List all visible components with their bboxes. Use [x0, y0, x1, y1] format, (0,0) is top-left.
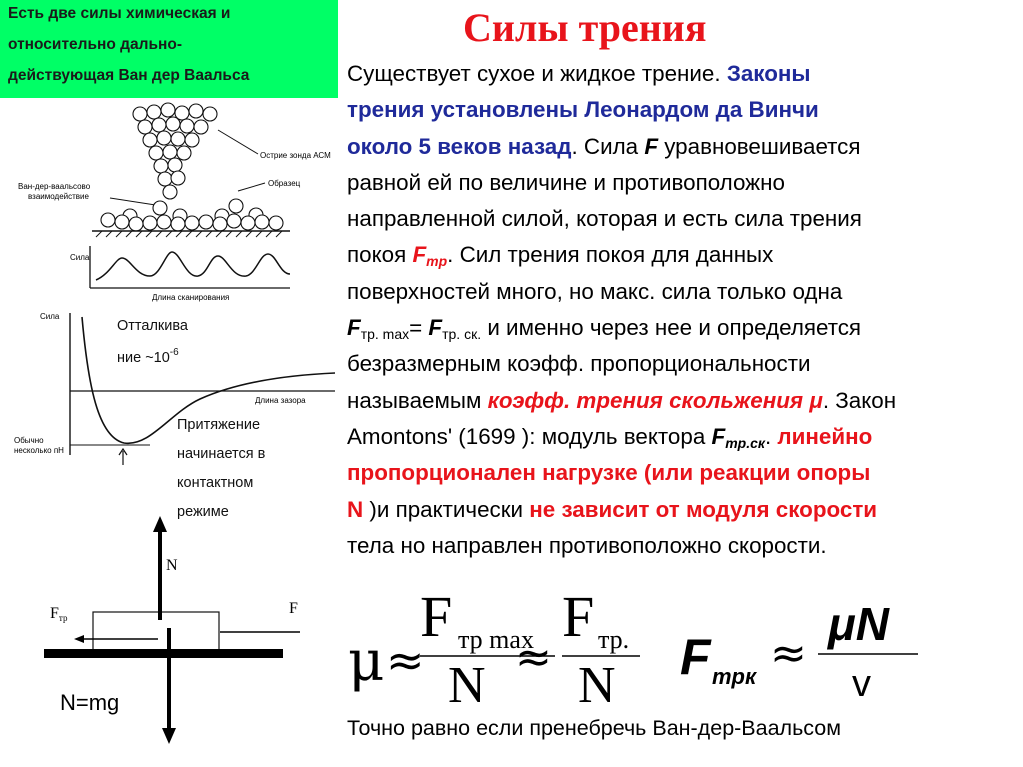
normal-force-symbol: N [448, 657, 486, 710]
law-highlight: N [347, 496, 364, 522]
text-run: Amontons' (1699 ): модуль вектора [347, 423, 712, 449]
max-friction-symbol: F [420, 588, 453, 649]
intro-note-line: относительно дально- [8, 36, 182, 53]
sample-atoms [101, 199, 283, 231]
text-run: Существует сухое и жидкое трение. [347, 61, 727, 86]
afm-tip-atoms [133, 103, 217, 199]
attraction-label: режиме [177, 504, 229, 520]
coefficient-highlight: коэфф. трения скольжения μ [487, 387, 823, 413]
potential-force-label: Сила [40, 312, 60, 321]
law-highlight: не зависит от модуля скорости [529, 496, 878, 522]
block-force-diagram [0, 510, 300, 750]
text-run: покоя [347, 242, 413, 268]
force-subscript: тр. ск. [442, 326, 482, 343]
text-run: . Сила [571, 133, 645, 159]
block [93, 612, 219, 650]
friction-symbol: F [412, 242, 427, 268]
friction-force-symbol: F [50, 605, 59, 622]
sample-label: Образец [268, 179, 301, 188]
mu-n-numerator: μN [828, 598, 889, 650]
force-symbol: F [428, 315, 443, 341]
friction-force-subscript: тр [58, 613, 68, 623]
normal-force-label: N [166, 557, 178, 574]
repulsion-exponent: -6 [169, 347, 179, 358]
friction-subscript: тр [426, 253, 448, 270]
attraction-label: Притяжение [177, 417, 261, 433]
surface-hatching [96, 231, 282, 237]
text-run: тела но направлен противоположно скорости. [347, 532, 827, 558]
intro-note-line: Есть две силы химическая и [8, 5, 231, 22]
friction-arrowhead [74, 635, 84, 643]
friction-force-label [50, 605, 67, 623]
bottom-note: Точно равно если пренебречь Ван-дер-Ваальсом [347, 716, 842, 740]
ground-surface [44, 649, 283, 658]
weight-arrowhead [162, 728, 176, 744]
kinetic-friction-symbol: F [680, 629, 711, 685]
scan-length-label: Длина сканирования [152, 293, 230, 302]
attraction-label: контактном [177, 475, 254, 491]
vdw-label: взаимодействие [28, 192, 89, 201]
potential-gap-label: Длина зазора [255, 396, 306, 405]
text-run: и именно через нее и определяется [481, 315, 862, 341]
potential-low-label: несколько пН [14, 446, 64, 455]
weight-equation: N=mg [60, 690, 120, 715]
force-symbol: F [711, 423, 726, 449]
normal-force-symbol: N [578, 657, 616, 710]
laws-highlight: трения установлены Леонардом да Винчи [347, 97, 819, 123]
attraction-label: начинается в [177, 446, 266, 462]
law-highlight: линейно [777, 423, 873, 449]
velocity-symbol: v [852, 663, 871, 705]
afm-tip-figure [0, 98, 340, 308]
mu-symbol: μ [348, 629, 385, 694]
text-run: = [409, 315, 429, 341]
repulsion-label [117, 347, 179, 366]
approx-sign: ≈ [386, 633, 425, 687]
page-title: Силы трения [463, 5, 707, 50]
laws-highlight: около 5 веков назад [347, 133, 572, 159]
approx-sign: ≈ [515, 632, 552, 683]
text-run: . Сил трения покоя для данных [447, 242, 774, 268]
approx-sign: ≈ [770, 628, 807, 679]
friction-formulas [340, 588, 1020, 710]
force-symbol: F [347, 315, 361, 341]
text-run: уравновешивается [658, 133, 861, 159]
text-run: направленной силой, которая и есть сила трения [347, 206, 862, 232]
laws-highlight: Законы [726, 61, 811, 86]
repulsion-value: ние ~10 [117, 350, 170, 366]
repulsion-label: Отталкива [117, 318, 188, 334]
potential-low-label: Обычно [14, 436, 44, 445]
force-symbol: F [644, 133, 658, 159]
sliding-friction-symbol: F [562, 588, 595, 649]
text-run: поверхностей много, но макс. сила только одна [347, 278, 843, 304]
tip-label: Острие зонда АСМ [260, 151, 331, 160]
text-run: безразмерным коэфф. пропорциональности [347, 351, 811, 377]
scan-force-label: Сила [70, 253, 90, 262]
intro-note [0, 0, 338, 98]
sliding-friction-subscript: тр. [598, 625, 630, 654]
text-run: )и практически [363, 496, 530, 522]
law-highlight: пропорционален нагрузке (или реакции опоры [347, 460, 871, 486]
vdw-label: Ван-дер-ваальсово [18, 182, 91, 191]
force-subscript: тр.ск [725, 434, 765, 451]
text-run: . [764, 423, 778, 449]
text-run: равной ей по величине и противоположно [347, 169, 785, 195]
max-friction-subscript: тр max [458, 625, 534, 654]
scan-profile-curve [96, 252, 290, 280]
main-paragraph [347, 56, 1019, 564]
minimum-arrow [119, 449, 127, 465]
normal-force-arrowhead [153, 516, 167, 532]
text-run: . Закон [822, 387, 897, 413]
text-run: называемым [347, 387, 488, 413]
kinetic-friction-subscript: трк [712, 664, 757, 689]
intro-note-line: действующая Ван дер Ваальса [8, 67, 250, 84]
force-subscript: тр. max [360, 326, 410, 343]
applied-force-label: F [289, 600, 298, 617]
